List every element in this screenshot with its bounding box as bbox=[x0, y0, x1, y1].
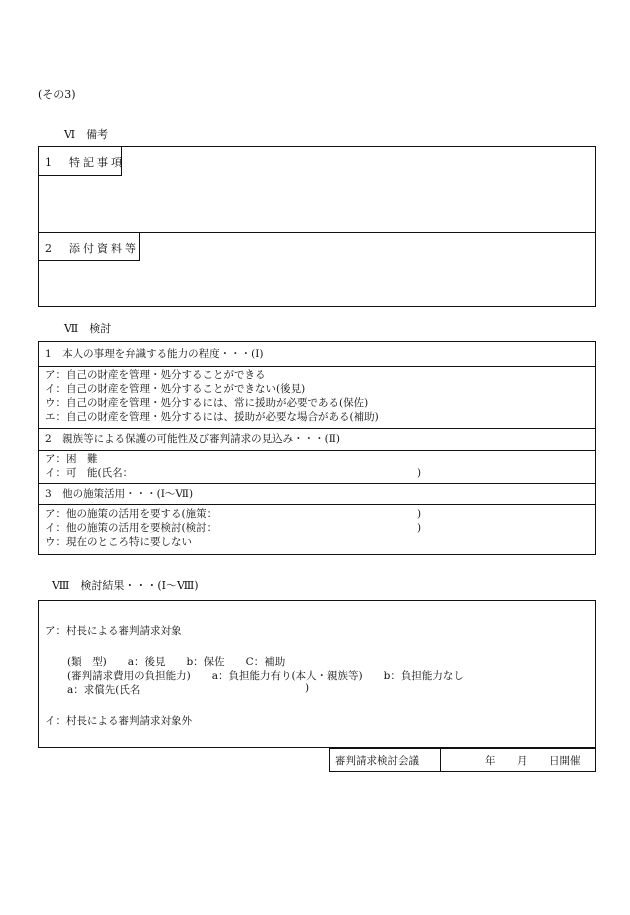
result-box bbox=[38, 600, 596, 748]
section7-title: Ⅶ 検討 bbox=[64, 322, 112, 335]
q1-item-b: イ：自己の財産を管理・処分することができない(後見) bbox=[45, 383, 306, 395]
month-label: 月 bbox=[517, 755, 528, 767]
q3-item-b: イ：他の施策の活用を要検討(検討： bbox=[45, 522, 218, 534]
day-held-label: 日開催 bbox=[549, 755, 581, 767]
divider bbox=[39, 366, 595, 367]
q1-heading: 1 本人の事理を弁識する能力の程度・・・(Ⅰ) bbox=[45, 348, 264, 360]
special-notes-label: 1 特記事項 bbox=[39, 147, 122, 176]
divider bbox=[39, 483, 595, 484]
year-label: 年 bbox=[485, 755, 496, 767]
divider bbox=[39, 450, 595, 451]
page-label: (その3) bbox=[38, 88, 76, 101]
q2-item-b-close: ) bbox=[417, 467, 422, 479]
meeting-label: 審判請求検討会議 bbox=[330, 749, 441, 771]
q1-item-a: ア：自己の財産を管理・処分することができる bbox=[45, 369, 266, 381]
review-box bbox=[38, 341, 596, 555]
meeting-date-box bbox=[329, 748, 596, 772]
remarks-box bbox=[38, 146, 596, 307]
result-item-a: ア：村長による審判請求対象 bbox=[45, 625, 182, 637]
q3-heading: 3 他の施策活用・・・(Ⅰ～Ⅶ) bbox=[45, 488, 194, 500]
q3-item-c: ウ：現在のところ特に要しない bbox=[45, 536, 192, 548]
divider bbox=[39, 428, 595, 429]
q2-item-a: ア：困 難 bbox=[45, 453, 98, 465]
q1-item-c: ウ：自己の財産を管理・処分するには、常に援助が必要である(保佐) bbox=[45, 397, 369, 409]
attachments-label: 2 添付資料等 bbox=[39, 233, 140, 261]
claim-line-close: ) bbox=[305, 682, 310, 694]
type-line: (類 型) a：後見 b：保佐 C：補助 bbox=[67, 656, 286, 668]
q1-item-d: エ：自己の財産を管理・処分するには、援助が必要な場合がある(補助) bbox=[45, 411, 379, 423]
q2-item-b: イ：可 能(氏名： bbox=[45, 467, 134, 479]
result-item-b: イ：村長による審判請求対象外 bbox=[45, 715, 192, 727]
q3-item-b-close: ) bbox=[417, 522, 422, 534]
section6-title: Ⅵ 備考 bbox=[64, 128, 109, 141]
q3-item-a-close: ) bbox=[417, 508, 422, 520]
divider bbox=[39, 504, 595, 505]
burden-line: (審判請求費用の負担能力) a：負担能力有り(本人・親族等) b：負担能力なし bbox=[67, 670, 464, 682]
claim-line: a：求償先(氏名 bbox=[67, 684, 141, 696]
section8-title: Ⅷ 検討結果・・・(Ⅰ～Ⅷ) bbox=[52, 579, 199, 592]
q2-heading: 2 親族等による保護の可能性及び審判請求の見込み・・・(Ⅱ) bbox=[45, 433, 341, 445]
q3-item-a: ア：他の施策の活用を要する(施策： bbox=[45, 508, 218, 520]
